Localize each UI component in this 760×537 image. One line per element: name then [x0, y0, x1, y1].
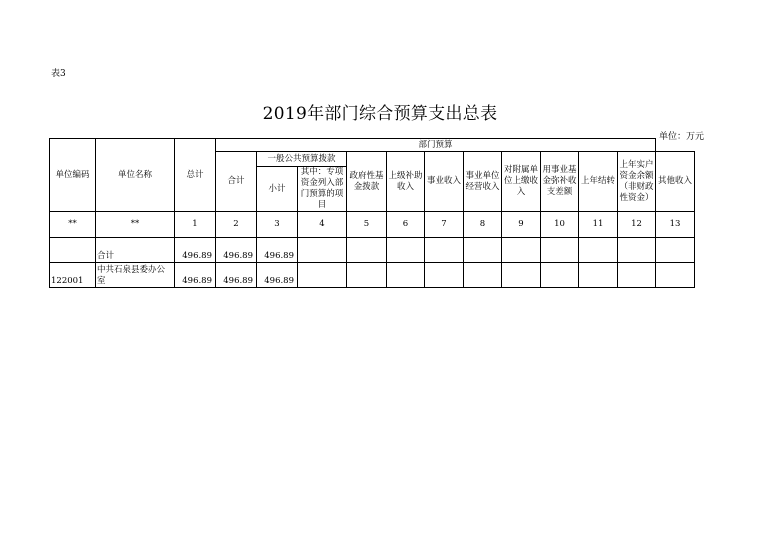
index-cell: 8 — [464, 212, 502, 238]
cell-total: 496.89 — [175, 238, 216, 263]
cell-code — [50, 238, 96, 263]
index-cell: 13 — [656, 212, 695, 238]
header-subtotal: 合计 — [216, 152, 257, 212]
index-cell: 4 — [298, 212, 347, 238]
page-title: 2019年部门综合预算支出总表 — [262, 104, 498, 124]
cell-name: 合计 — [96, 238, 175, 263]
cell-code: 122001 — [50, 263, 96, 288]
index-cell: 5 — [347, 212, 387, 238]
header-last-year-actual: 上年实户资金余额（非财政性资金） — [618, 152, 656, 212]
index-cell: 7 — [425, 212, 464, 238]
header-small-total: 小计 — [257, 167, 298, 212]
cell-small-total: 496.89 — [257, 263, 298, 288]
header-affiliated-income: 对附属单位上缴收入 — [502, 152, 541, 212]
header-total: 总计 — [175, 139, 216, 212]
index-cell: 6 — [387, 212, 425, 238]
header-unit-code: 单位编码 — [50, 139, 96, 212]
header-last-year-carry: 上年结转 — [579, 152, 618, 212]
cell-name: 中共石泉县委办公室 — [96, 263, 175, 288]
header-dept-budget: 部门预算 — [216, 139, 656, 152]
header-special-items: 其中：专项资金列入部门预算的项目 — [298, 167, 347, 212]
index-cell: 3 — [257, 212, 298, 238]
index-cell: ** — [50, 212, 96, 238]
cell-total: 496.89 — [175, 263, 216, 288]
table-row — [50, 238, 695, 263]
index-cell: 11 — [579, 212, 618, 238]
header-other-income: 其他收入 — [656, 152, 695, 212]
budget-table — [49, 138, 695, 288]
header-unit-name: 单位名称 — [96, 139, 175, 212]
table-row — [50, 263, 695, 288]
header-superior-subsidy: 上级补助收入 — [387, 152, 425, 212]
index-cell: 1 — [175, 212, 216, 238]
unit-label: 单位：万元 — [658, 132, 704, 142]
cell-small-total: 496.89 — [257, 238, 298, 263]
header-general-public: 一般公共预算拨款 — [257, 152, 347, 167]
header-empty-cell — [656, 139, 695, 152]
index-cell: ** — [96, 212, 175, 238]
index-cell: 12 — [618, 212, 656, 238]
header-fund-balance: 用事业基金弥补收支差额 — [541, 152, 579, 212]
index-cell: 10 — [541, 212, 579, 238]
header-operating-income: 事业单位经营收入 — [464, 152, 502, 212]
header-business-income: 事业收入 — [425, 152, 464, 212]
cell-subtotal: 496.89 — [216, 238, 257, 263]
index-cell: 9 — [502, 212, 541, 238]
index-cell: 2 — [216, 212, 257, 238]
cell-subtotal: 496.89 — [216, 263, 257, 288]
header-gov-fund: 政府性基金拨款 — [347, 152, 387, 212]
page-label: 表3 — [51, 69, 66, 79]
